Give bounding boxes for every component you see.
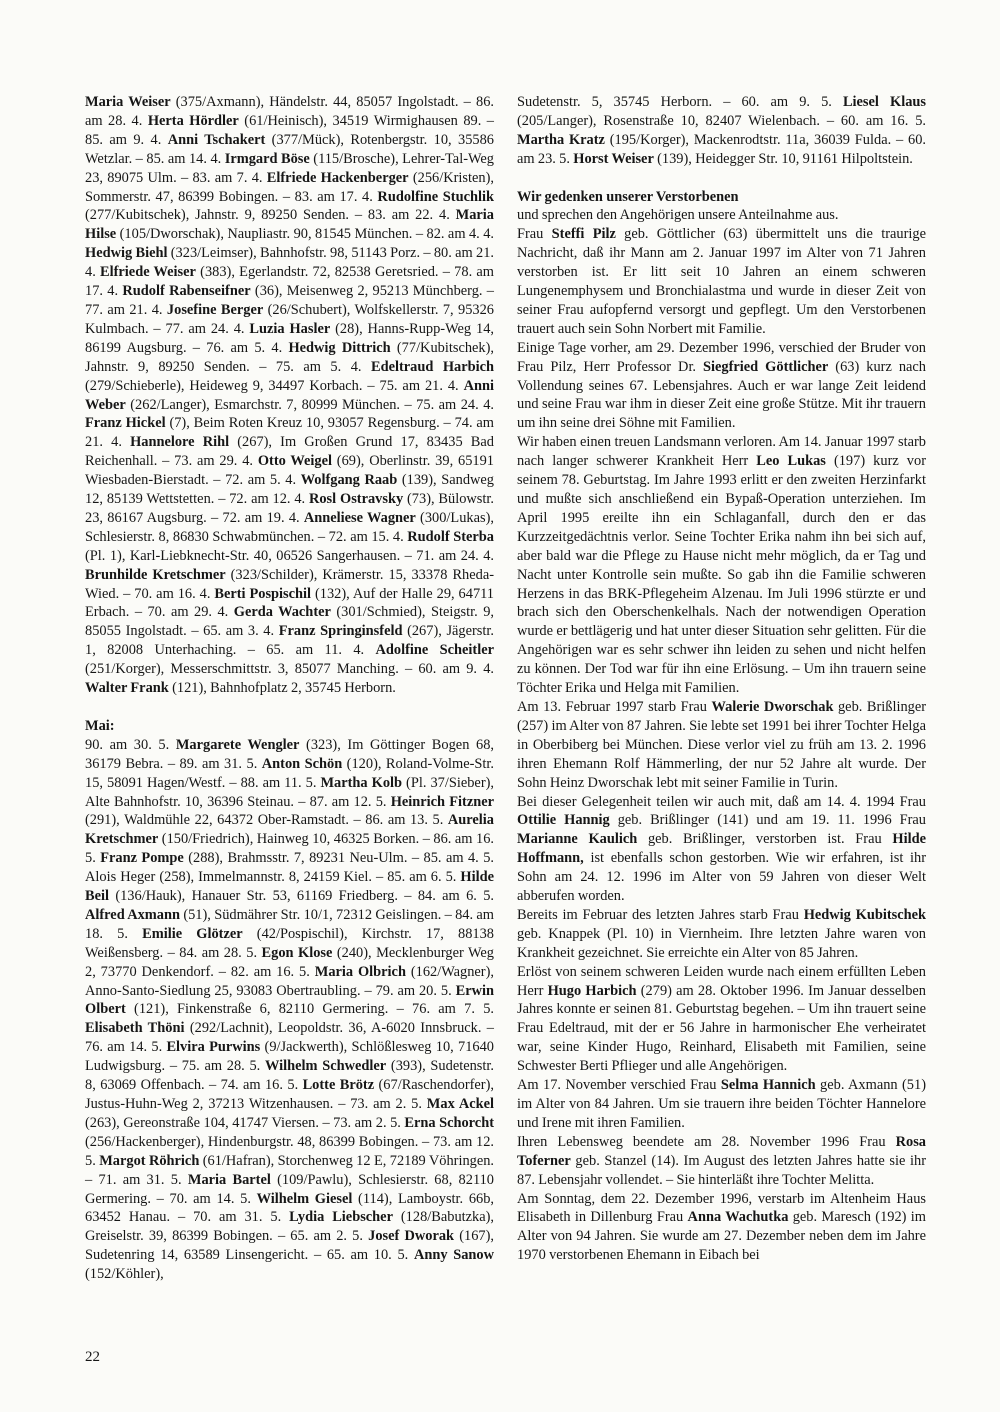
- bold-text: Elfriede Weiser: [100, 264, 196, 281]
- bold-text: Aurelia Kretschmer: [85, 812, 494, 848]
- section-heading: [85, 717, 494, 736]
- bold-text: Emilie Glötzer: [142, 925, 243, 942]
- text-run: Bereits im Februar des letzten Jahres starb Frau: [517, 906, 804, 923]
- bold-text: Elfriede Hackenberger: [266, 169, 409, 186]
- bold-text: Heinrich Fitzner: [390, 793, 494, 810]
- bold-text: Egon Klose: [261, 944, 333, 961]
- text-run: (61/Hafran), Storchenweg 12 E, 72189 Vöhringen. – 71. am 31. 5.: [85, 1152, 495, 1188]
- text-run: (323/Schilder), Krämerstr. 15, 33378 Rheda-Wied. – 70. am 16. 4.: [85, 566, 495, 602]
- bold-text: Siegfried Göttlicher: [703, 358, 829, 375]
- text-run: (109/Pawlu), Schlesierstr. 68, 82110 Germering. – 70. am 14. 5.: [85, 1171, 495, 1207]
- text-run: (375/Axmann), Händelstr. 44, 85057 Ingolstadt. – 86. am 28. 4.: [85, 94, 494, 129]
- text-run: (383), Egerlandstr. 72, 82538 Geretsried. – 78. am 17. 4.: [85, 264, 494, 300]
- paragraph: [517, 698, 926, 793]
- bold-text: Wolfgang Raab: [300, 472, 398, 489]
- text-run: (251/Korger), Messerschmittstr. 3, 85077 Manching. – 60. am 9. 4.: [85, 661, 494, 678]
- text-run: (240), Mecklenburger Weg 2, 73770 Denkendorf. – 82. am 16. 5.: [85, 944, 494, 980]
- bold-text: Josef Dworak: [368, 1228, 455, 1245]
- text-run: (136/Hauk), Hanauer Str. 53, 61169 Friedberg. – 84. am 6. 5.: [108, 888, 494, 905]
- text-run: (63) kurz nach Vollendung seines 67. Lebensjahres. Auch er war lange Zeit leidend und seine Frau war ihm in dieser Zeit eine große Stütze. Mit ihr trauern um ihn seine drei Söhne mit Familien.: [517, 358, 926, 432]
- text-run: (323/Leimser), Bahnhofstr. 98, 51143 Porz. – 80. am 21. 4.: [85, 245, 494, 281]
- paragraph: [517, 206, 926, 225]
- paragraph: [517, 1190, 926, 1266]
- text-run: (256/Hackenberger), Hindenburgstr. 48, 86399 Bobingen. – 73. am 12. 5.: [85, 1133, 494, 1169]
- bold-text: Franz Hickel: [85, 415, 166, 432]
- section-heading: [517, 188, 926, 207]
- text-run: und sprechen den Angehörigen unsere Anteilnahme aus.: [517, 207, 839, 224]
- bold-text: Elvira Purwins: [166, 1039, 261, 1056]
- text-run: 90. am 30. 5.: [85, 736, 176, 753]
- text-run: geb. Knappek (Pl. 10) in Viernheim. Ihre letzten Jahre waren von Krankheit gezeichnet. Sie erreichte ein Alter von 85 Jahren.: [517, 925, 926, 961]
- bold-text: Maria Hilse: [85, 207, 494, 243]
- text-run: geb. Brißlinger, verstorben ist. Frau: [637, 831, 893, 848]
- bold-text: Brunhilde Kretschmer: [85, 566, 226, 583]
- bold-text: Maria Olbrich: [314, 963, 406, 980]
- text-run: Erlöst von seinem schweren Leiden wurde nach einem erfüllten Leben Herr: [517, 963, 926, 999]
- bold-text: Martha Kolb: [320, 774, 403, 791]
- text-run: (120), Roland-Volme-Str. 15, 58091 Hagen/Westf. – 88. am 11. 5.: [85, 755, 494, 791]
- paragraph: [517, 1076, 926, 1133]
- bold-text: Berti Pospischil: [214, 585, 312, 602]
- bold-text: Wir gedenken unserer Verstorbenen: [517, 188, 739, 205]
- bold-text: Erwin Olbert: [85, 982, 494, 1018]
- bold-text: Hannelore Rihl: [130, 434, 230, 451]
- bold-text: Lydia Liebscher: [289, 1209, 393, 1226]
- text-run: (205/Langer), Rosenstraße 10, 82407 Wielenbach. – 60. am 16. 5.: [517, 112, 926, 129]
- text-run: (279/Schieberle), Heideweg 9, 34497 Korbach. – 75. am 21. 4.: [85, 377, 464, 394]
- text-run: (121), Finkenstraße 6, 82110 Germering. – 76. am 7. 5.: [125, 1001, 494, 1018]
- text-run: Frau: [517, 226, 552, 243]
- bold-text: Hugo Harbich: [547, 982, 637, 999]
- text-run: (150/Friedrich), Hainweg 10, 46325 Borken. – 86. am 16. 5.: [85, 831, 494, 867]
- text-run: Am Sonntag, dem 22. Dezember 1996, verstarb im Altenheim Haus Elisabeth in Dillenburg Frau: [517, 1190, 926, 1226]
- bold-text: Rudolf Rabenseifner: [122, 283, 251, 300]
- bold-text: Hedwig Dittrich: [288, 339, 391, 356]
- bold-text: Walerie Dworschak: [711, 698, 834, 715]
- text-run: Ihren Lebensweg beendete am 28. November 1996 Frau: [517, 1133, 896, 1150]
- bold-text: Hedwig Kubitschek: [803, 906, 926, 923]
- text-run: (9/Jackwerth), Schlößlesweg 10, 71640 Ludwigsburg. – 75. am 28. 5.: [85, 1039, 494, 1075]
- bold-text: Lotte Brötz: [302, 1077, 375, 1094]
- bold-text: Maria Weiser: [85, 94, 171, 110]
- bold-text: Josefine Berger: [166, 301, 264, 318]
- text-run: (277/Kubitschek), Jahnstr. 9, 89250 Senden. – 83. am 22. 4.: [85, 207, 456, 224]
- bold-text: Margarete Wengler: [175, 736, 300, 753]
- text-run: (114), Lamboystr. 66b, 63452 Hanau. – 70. am 31. 5.: [85, 1190, 495, 1226]
- text-run: (67/Raschendorfer), Justus-Huhn-Weg 2, 37213 Witzenhausen. – 73. am 2. 5.: [85, 1077, 494, 1113]
- text-run: (121), Bahnhofplatz 2, 35745 Herborn.: [168, 680, 396, 697]
- bold-text: Gerda Wachter: [233, 604, 331, 621]
- text-run: Am 17. November verschied Frau: [517, 1077, 721, 1094]
- text-run: (128/Babutzka), Greiselstr. 39, 86399 Bobingen. – 65. am 2. 5.: [85, 1209, 494, 1245]
- bold-text: Hedwig Biehl: [85, 245, 168, 262]
- two-column-layout: [85, 93, 925, 1284]
- text-run: (152/Köhler),: [85, 1266, 164, 1283]
- text-run: (197) kurz vor seinem 78. Geburtstag. Im Jahre 1993 erlitt er den zweiten Herzinfarkt und mußte sich anschließend ein Bypaß-Operation unterziehen. Im April 1995 ereilte ihn ein Schlaganfall, durch den er das Kurzzeitgedächtnis verlor. Seine Tochter Erika nahm ihn bei sich auf, aber bald war die Pflege zu Hause nicht mehr möglich, da er Tag und Nacht unter Kontrolle sein mußte. So gab ihn die Familie schweren Herzens in das BRK-Pflegeheim Alzenau. Im Juli 1996 stürzte er und brach sich den Oberschenkelhals. Nach der notwendigen Operation wurde er bettlägerig und hat unter dieser Situation sehr gelitten. Für die Angehörigen war es sehr schwer ihn leiden zu sehen und nicht helfen zu können. Der Tod war für ihn eine Erlösung. – Um ihn trauern seine Töchter Erika und Helga mit Familien.: [517, 453, 926, 697]
- bold-text: Herta Hördler: [147, 112, 239, 129]
- paragraph: [85, 93, 494, 698]
- bold-text: Franz Pompe: [100, 850, 184, 867]
- left-column: [85, 93, 494, 1284]
- bold-text: Mai:: [85, 717, 115, 734]
- bold-text: Alfred Axmann: [85, 906, 180, 923]
- bold-text: Erna Schorcht: [404, 1114, 494, 1131]
- bold-text: Martha Kratz: [517, 131, 605, 148]
- text-run: (377/Mück), Rotenbergstr. 10, 35586 Wetzlar. – 85. am 14. 4.: [85, 131, 494, 167]
- text-run: (132), Auf der Halle 29, 64711 Erbach. – 70. am 29. 4.: [85, 585, 494, 621]
- text-run: (256/Kristen), Sommerstr. 47, 86399 Bobingen. – 83. am 17. 4.: [85, 169, 494, 205]
- text-run: (51), Südmährer Str. 10/1, 72312 Geislingen. – 84. am 18. 5.: [85, 906, 494, 942]
- paragraph: [85, 736, 494, 1284]
- text-run: Einige Tage vorher, am 29. Dezember 1996, verschied der Bruder von Frau Pilz, Herr Professor Dr.: [517, 339, 926, 375]
- text-run: geb. Stanzel (14). Im August des letzten Jahres hatte sie ihr 87. Lebensjahr vollendet. – Sie hinterläßt ihre Tochter Melitta.: [517, 1152, 926, 1188]
- bold-text: Walter Frank: [85, 680, 169, 697]
- text-run: geb. Göttlicher (63) übermittelt uns die traurige Nachricht, daß ihr Mann am 2. Januar 1997 im Alter von 71 Jahren verstorben ist. Er litt seit 10 Jahren an einem schweren Lungenemphysem und Bronchialastma und wurde in dieser Zeit von seiner Frau aufopfernd versorgt und gepflegt. Um den Verstorbenen trauert auch sein Sohn Norbert mit Familie.: [517, 226, 926, 337]
- paragraph: [517, 793, 926, 906]
- bold-text: Anny Sanow: [413, 1247, 495, 1264]
- paragraph: [517, 433, 926, 698]
- right-column: [517, 93, 926, 1284]
- text-run: (105/Dworschak), Naupliastr. 90, 81545 München. – 82. am 4. 4.: [116, 226, 494, 243]
- bold-text: Margot Röhrich: [99, 1152, 200, 1169]
- text-run: (323), Im Göttinger Bogen 68, 36179 Bebra. – 89. am 31. 5.: [85, 736, 494, 772]
- text-run: (195/Korger), Mackenrodtstr. 11a, 36039 Fulda. – 60. am 23. 5.: [517, 131, 926, 167]
- text-run: (267), Jägerstr. 1, 82008 Unterhaching. – 65. am 11. 4.: [85, 623, 495, 659]
- bold-text: Ottilie Hannig: [517, 812, 610, 829]
- paragraph: [517, 963, 926, 1076]
- bold-text: Wilhelm Giesel: [256, 1190, 353, 1207]
- bold-text: Anni Tschakert: [167, 131, 266, 148]
- text-run: (267), Im Großen Grund 17, 83435 Bad Reichenhall. – 73. am 29. 4.: [85, 434, 494, 470]
- paragraph: [517, 93, 926, 169]
- text-run: (Pl. 37/Sieber), Alte Bahnhofstr. 10, 36396 Steinau. – 87. am 12. 5.: [85, 774, 494, 810]
- text-run: (292/Lachnit), Leopoldstr. 36, A-6020 Innsbruck. – 76. am 14. 5.: [85, 1020, 495, 1056]
- text-run: (28), Hanns-Rupp-Weg 14, 86199 Augsburg. – 76. am 5. 4.: [85, 320, 494, 356]
- text-run: (26/Schubert), Wolfskellerstr. 7, 95326 Kulmbach. – 77. am 24. 4.: [85, 301, 494, 337]
- text-run: (301/Schmied), Steigstr. 9, 85055 Ingolstadt. – 65. am 3. 4.: [85, 604, 495, 640]
- bold-text: Marianne Kaulich: [517, 831, 638, 848]
- bold-text: Irmgard Böse: [224, 150, 310, 167]
- bold-text: Rudolfine Stuchlik: [377, 188, 494, 205]
- text-run: (288), Brahmsstr. 7, 89231 Neu-Ulm. – 85. am 4. 5. Alois Heger (258), Immelmannstr. 8, 24159 Kiel. – 85. am 6. 5.: [85, 850, 494, 886]
- bold-text: Max Ackel: [426, 1096, 494, 1113]
- text-run: (167), Sudetenring 14, 63589 Linsengericht. – 65. am 10. 5.: [85, 1228, 494, 1264]
- bold-text: Anna Wachutka: [687, 1209, 789, 1226]
- paragraph: [517, 339, 926, 434]
- bold-text: Franz Springinsfeld: [278, 623, 403, 640]
- bold-text: Liesel Klaus: [842, 94, 926, 110]
- bold-text: Rosa Toferner: [517, 1133, 926, 1169]
- text-run: (262/Langer), Esmarchstr. 7, 80999 München. – 75. am 24. 4.: [125, 396, 494, 413]
- bold-text: Selma Hannich: [720, 1077, 816, 1094]
- text-run: Sudetenstr. 5, 35745 Herborn. – 60. am 9. 5.: [517, 94, 843, 110]
- text-run: geb. Brißlinger (141) und am 19. 11. 1996 Frau: [609, 812, 926, 829]
- text-run: Wir haben einen treuen Landsmann verloren. Am 14. Januar 1997 starb nach langer schwerer Krankheit Herr: [517, 434, 926, 470]
- bold-text: Anni Weber: [85, 377, 494, 413]
- text-run: geb. Brißlinger (257) im Alter von 87 Jahren. Sie lebte set 1991 bei ihrer Tochter Helga in Oberbiberg bei München. Diese verlor viel zu früh am 13. 2. 1996 ihren Ehemann Rolf Hämmerling, der nur 52 Jahre alt wurde. Der Sohn Heinz Dworschak lebt mit seiner Familie in Turin.: [517, 698, 927, 791]
- text-run: (Pl. 1), Karl-Liebknecht-Str. 40, 06526 Sangerhausen. – 71. am 24. 4.: [85, 547, 494, 564]
- text-run: geb. Maresch (192) im Alter von 94 Jahren. Sie wurde am 27. Dezember neben dem im Jahre 1970 verstorbenen Ehemann in Eibach bei: [517, 1209, 926, 1264]
- text-run: (73), Bülowstr. 23, 86167 Augsburg. – 72. am 19. 4.: [85, 491, 495, 526]
- bold-text: Luzia Hasler: [249, 320, 331, 337]
- bold-text: Rosl Ostravsky: [308, 491, 404, 508]
- bold-text: Edeltraud Harbich: [370, 358, 494, 375]
- text-run: (139), Heidegger Str. 10, 91161 Hilpoltstein.: [653, 150, 913, 167]
- text-run: Am 13. Februar 1997 starb Frau: [517, 698, 712, 715]
- text-run: ist ebenfalls schon gestorben. Wie wir erfahren, ist ihr Sohn am 24. 12. 1996 im Alter von 59 Jahren von dieser Welt abberufen worden.: [517, 850, 926, 905]
- text-run: (393), Sudetenstr. 8, 63069 Offenbach. – 74. am 16. 5.: [85, 1058, 494, 1094]
- bold-text: Rudolf Sterba: [407, 528, 494, 545]
- text-run: (42/Pospischil), Kirchstr. 17, 88138 Weißensberg. – 84. am 28. 5.: [85, 925, 494, 961]
- text-run: (115/Brosche), Lehrer-Tal-Weg 23, 89075 Ulm. – 83. am 7. 4.: [85, 150, 494, 186]
- bold-text: Elisabeth Thöni: [85, 1020, 185, 1037]
- text-run: (69), Oberlinstr. 39, 65191 Wiesbaden-Bierstadt. – 72. am 5. 4.: [85, 453, 494, 489]
- text-run: (77/Kubitschek), Jahnstr. 9, 89250 Senden. – 75. am 5. 4.: [85, 339, 494, 375]
- text-run: (162/Wagner), Anno-Santo-Siedlung 25, 93083 Obertraubling. – 79. am 20. 5.: [85, 963, 494, 999]
- bold-text: Steffi Pilz: [551, 226, 616, 243]
- bold-text: Leo Lukas: [756, 453, 826, 470]
- bold-text: Hilde Beil: [85, 869, 494, 905]
- text-run: (291), Waldmühle 22, 64372 Ober-Ramstadt. – 86. am 13. 5.: [85, 812, 448, 829]
- page-number: 22: [85, 1349, 100, 1365]
- bold-text: Anneliese Wagner: [303, 509, 416, 526]
- bold-text: Maria Bartel: [187, 1171, 271, 1188]
- bold-text: Horst Weiser: [573, 150, 654, 167]
- bold-text: Otto Weigel: [257, 453, 332, 470]
- paragraph: [517, 225, 926, 338]
- text-run: (300/Lukas), Schlesierstr. 8, 86830 Schwabmünchen. – 72. am 15. 4.: [85, 509, 494, 545]
- bold-text: Hilde Hoffmann,: [517, 831, 926, 867]
- paragraph: [517, 906, 926, 963]
- bold-text: Wilhelm Schwedler: [265, 1058, 387, 1075]
- text-run: (36), Meisenweg 2, 95213 Münchberg. – 77. am 21. 4.: [85, 283, 494, 318]
- bold-text: Adolfine Scheitler: [375, 642, 494, 659]
- bold-text: Anton Schön: [261, 755, 343, 772]
- text-run: (7), Beim Roten Kreuz 10, 93057 Regensburg. – 74. am 21. 4.: [85, 415, 495, 451]
- paragraph: [517, 1133, 926, 1190]
- text-run: (279) am 28. Oktober 1996. Im Januar desselben Jahres konnte er seinen 81. Geburtstag begehen. – Um ihn trauert seine Frau Edeltraud, mit der er 56 Jahre in harmonischer Ehe verheiratet war, seine Kinder Hugo, Reinhard, Elisabeth mit Familien, seine Schwester Berti Pflieger und alle Angehörigen.: [517, 982, 926, 1075]
- text-run: (61/Heinisch), 34519 Wirmighausen 89. – 85. am 9. 4.: [85, 112, 494, 148]
- text-run: geb. Axmann (51) im Alter von 84 Jahren. Um sie trauern ihre beiden Töchter Hannelore und Irene mit ihren Familien.: [517, 1077, 926, 1131]
- text-run: (139), Sandweg 12, 85139 Wettstetten. – 72. am 12. 4.: [85, 472, 494, 508]
- text-run: (263), Gereonstraße 104, 41747 Viersen. – 73. am 2. 5.: [85, 1114, 405, 1131]
- text-run: Bei dieser Gelegenheit teilen wir auch mit, daß am 14. 4. 1994 Frau: [517, 793, 926, 810]
